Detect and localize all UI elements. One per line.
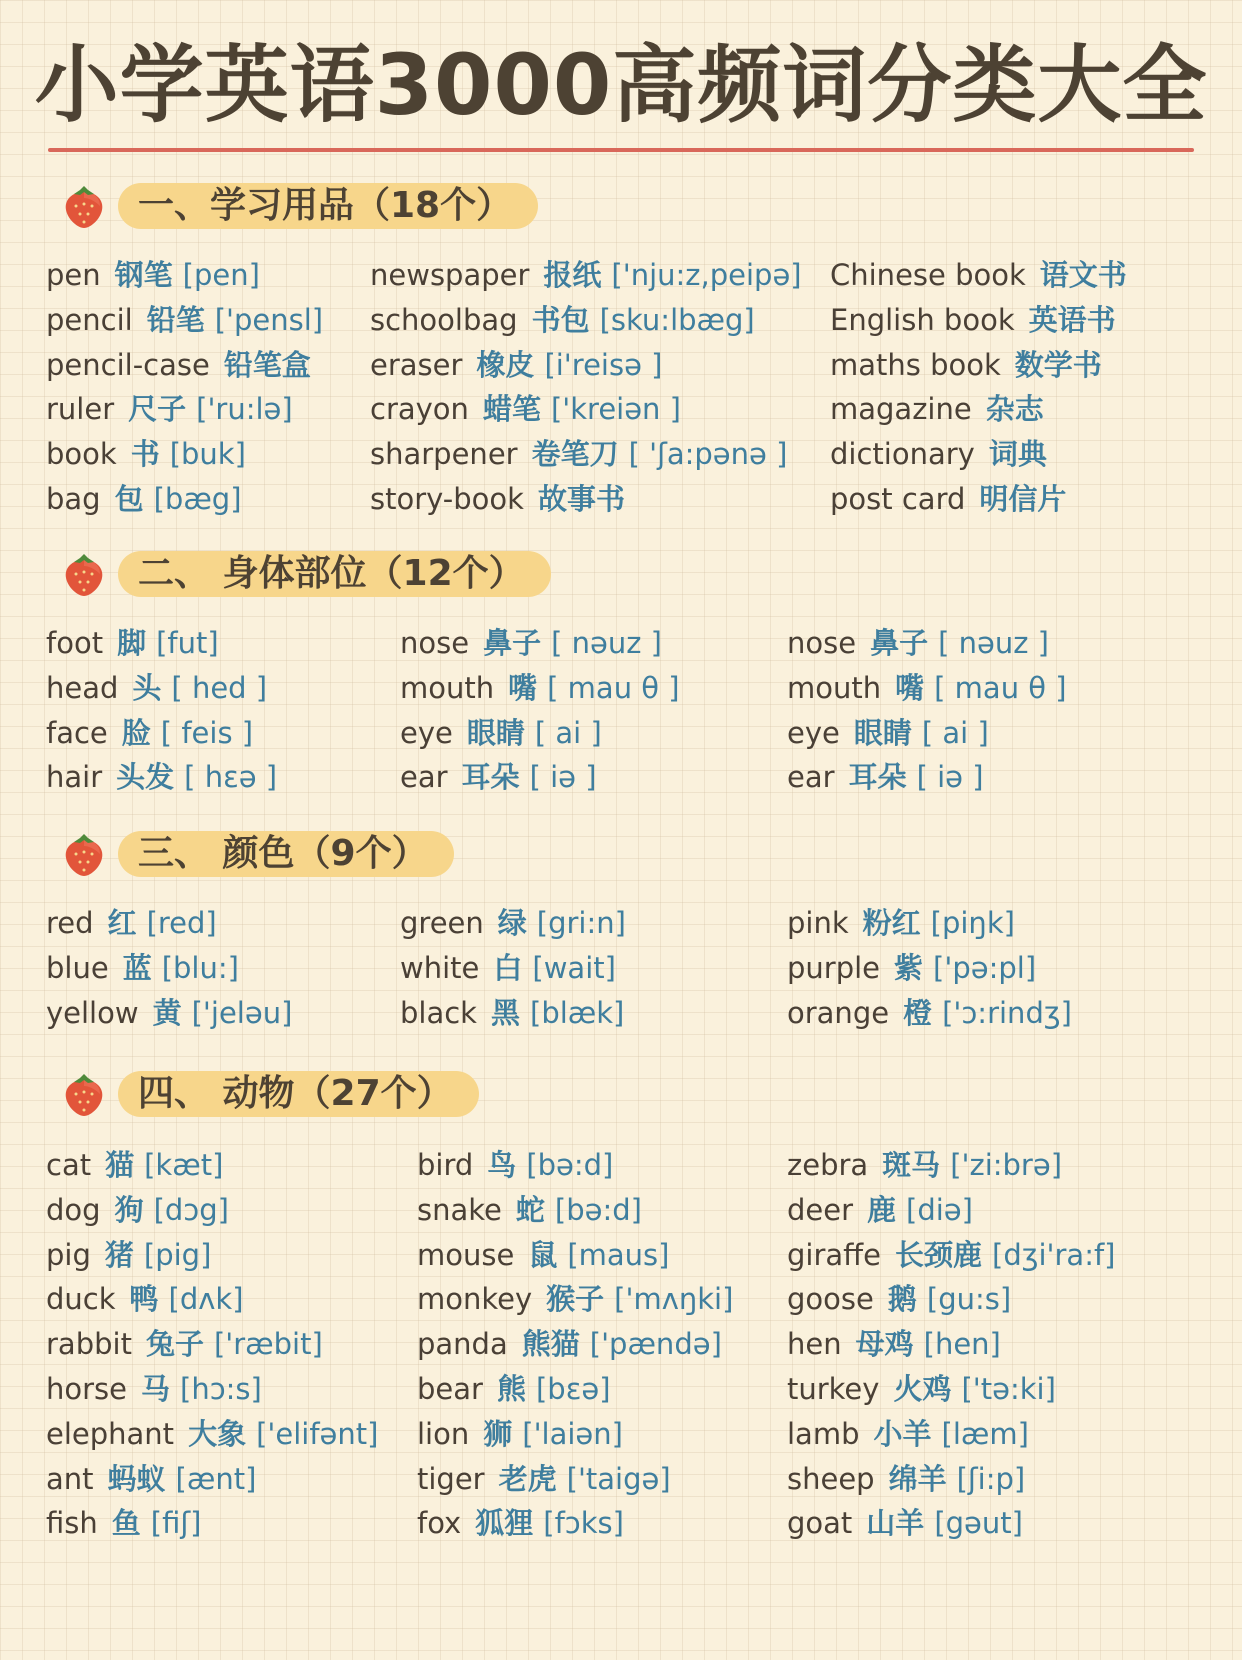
english-word: mouth <box>400 670 495 705</box>
english-word: eye <box>400 715 453 750</box>
english-word: post card <box>830 481 966 516</box>
english-word: eraser <box>370 347 463 382</box>
english-word: schoolbag <box>370 302 518 337</box>
section-title: 三、 颜色（9个） <box>118 831 454 877</box>
section-heading <box>60 826 454 882</box>
english-word: ear <box>787 760 835 795</box>
chinese-meaning: 鹿 <box>867 1192 897 1227</box>
chinese-meaning: 蛇 <box>515 1192 545 1227</box>
english-word: pen <box>46 258 101 292</box>
phonetic: [bɛə] <box>535 1371 611 1406</box>
word-entry <box>400 666 680 711</box>
chinese-meaning: 绵羊 <box>888 1461 947 1496</box>
word-entry <box>787 621 1067 666</box>
phonetic: ['taigə] <box>566 1461 671 1496</box>
word-column <box>787 621 1067 800</box>
chinese-meaning: 猫 <box>105 1148 135 1182</box>
phonetic: [ mau θ ] <box>547 670 680 705</box>
section-title: 一、学习用品（18个） <box>118 183 538 229</box>
word-entry <box>787 991 1072 1036</box>
chinese-meaning: 书 <box>130 437 160 472</box>
english-word: rabbit <box>46 1327 132 1362</box>
english-word: white <box>400 950 480 985</box>
word-entry <box>400 711 680 756</box>
chinese-meaning: 杂志 <box>985 392 1044 427</box>
english-word: sheep <box>787 1461 875 1496</box>
phonetic: ['ræbit] <box>213 1327 323 1362</box>
word-entry <box>46 1501 378 1546</box>
english-word: English book <box>830 302 1015 337</box>
chinese-meaning: 耳朵 <box>461 760 520 795</box>
word-entry <box>46 253 323 298</box>
chinese-meaning: 鸟 <box>487 1148 517 1182</box>
phonetic: [ 'ʃa:pənə ] <box>628 437 788 472</box>
word-entry <box>46 298 323 343</box>
word-entry <box>417 1277 733 1322</box>
chinese-meaning: 黄 <box>152 995 182 1030</box>
chinese-meaning: 红 <box>107 906 137 940</box>
english-word: horse <box>46 1371 127 1406</box>
phonetic: [red] <box>146 906 217 940</box>
phonetic: ['jeləu] <box>191 995 293 1030</box>
phonetic: [ænt] <box>175 1461 257 1496</box>
english-word: bear <box>417 1371 483 1406</box>
word-entry <box>46 946 292 991</box>
chinese-meaning: 包 <box>114 481 144 516</box>
english-word: ruler <box>46 392 115 427</box>
phonetic: [bə:d] <box>554 1192 642 1227</box>
english-word: bird <box>417 1148 474 1182</box>
chinese-meaning: 兔子 <box>145 1327 204 1362</box>
phonetic: ['elifənt] <box>256 1416 379 1451</box>
phonetic: [dʒi'ra:f] <box>992 1237 1116 1272</box>
chinese-meaning: 大象 <box>188 1416 247 1451</box>
phonetic: ['zi:brə] <box>950 1148 1063 1182</box>
english-word: dog <box>46 1192 101 1227</box>
english-word: fox <box>417 1506 462 1541</box>
chinese-meaning: 尺子 <box>128 392 187 427</box>
word-entry <box>46 901 292 946</box>
english-word: fish <box>46 1506 98 1541</box>
word-entry <box>370 343 802 388</box>
english-word: crayon <box>370 392 469 427</box>
chinese-meaning: 斑马 <box>882 1148 941 1182</box>
phonetic: ['pændə] <box>589 1327 722 1362</box>
word-entry <box>46 1457 378 1502</box>
phonetic: [pen] <box>182 258 260 292</box>
phonetic: [bæg] <box>153 481 242 516</box>
phonetic: [sku:lbæg] <box>599 302 755 337</box>
chinese-meaning: 猪 <box>104 1237 134 1272</box>
chinese-meaning: 蚂蚁 <box>107 1461 166 1496</box>
chinese-meaning: 蜡笔 <box>482 392 541 427</box>
word-entry <box>787 666 1067 711</box>
phonetic: [ ai ] <box>534 715 602 750</box>
word-entry <box>417 1143 733 1188</box>
phonetic: ['pə:pl] <box>933 950 1037 985</box>
phonetic: [fut] <box>156 626 219 660</box>
word-entry <box>46 666 277 711</box>
english-word: mouth <box>787 670 882 705</box>
phonetic: [fiʃ] <box>150 1506 202 1541</box>
chinese-meaning: 橡皮 <box>476 347 535 382</box>
phonetic: [gu:s] <box>926 1282 1012 1317</box>
chinese-meaning: 明信片 <box>979 481 1067 516</box>
phonetic: [i'reisə ] <box>544 347 663 382</box>
word-entry <box>417 1367 733 1412</box>
english-word: giraffe <box>787 1237 881 1272</box>
english-word: goat <box>787 1506 853 1541</box>
phonetic: ['tə:ki] <box>961 1371 1056 1406</box>
phonetic: [bə:d] <box>526 1148 614 1182</box>
phonetic: [gri:n] <box>536 906 626 940</box>
chinese-meaning: 语文书 <box>1039 258 1127 292</box>
word-entry <box>787 1233 1116 1278</box>
phonetic: [ nəuz ] <box>551 626 662 660</box>
english-word: hen <box>787 1327 842 1362</box>
chinese-meaning: 狗 <box>114 1192 144 1227</box>
english-word: eye <box>787 715 840 750</box>
english-word: deer <box>787 1192 854 1227</box>
phonetic: ['ru:lə] <box>196 392 293 427</box>
chinese-meaning: 白 <box>493 950 523 985</box>
word-entry <box>370 298 802 343</box>
chinese-meaning: 橙 <box>903 995 933 1030</box>
word-entry <box>830 387 1137 432</box>
section-title: 二、 身体部位（12个） <box>118 551 551 597</box>
phonetic: [kæt] <box>144 1148 224 1182</box>
word-column <box>417 1143 733 1546</box>
chinese-meaning: 脚 <box>117 626 147 660</box>
english-word: head <box>46 670 119 705</box>
phonetic: [læm] <box>941 1416 1029 1451</box>
english-word: newspaper <box>370 258 530 292</box>
word-entry <box>46 1188 378 1233</box>
word-entry <box>830 432 1137 477</box>
chinese-meaning: 数学书 <box>1014 347 1102 382</box>
chinese-meaning: 鸭 <box>129 1282 159 1317</box>
word-entry <box>787 1143 1116 1188</box>
word-column <box>46 901 292 1035</box>
english-word: turkey <box>787 1371 880 1406</box>
word-entry <box>787 711 1067 756</box>
phonetic: [dɔg] <box>153 1192 229 1227</box>
chinese-meaning: 山羊 <box>866 1506 925 1541</box>
word-entry <box>787 1367 1116 1412</box>
word-entry <box>400 901 626 946</box>
page-title: 小学英语3000高频词分类大全 <box>34 36 1208 134</box>
english-word: tiger <box>417 1461 485 1496</box>
phonetic: [gəut] <box>934 1506 1023 1541</box>
word-entry <box>400 991 626 1036</box>
english-word: maths book <box>830 347 1001 382</box>
word-entry <box>46 755 277 800</box>
english-word: bag <box>46 481 101 516</box>
english-word: face <box>46 715 108 750</box>
english-word: lamb <box>787 1416 860 1451</box>
chinese-meaning: 老虎 <box>498 1461 557 1496</box>
english-word: nose <box>787 626 857 660</box>
word-entry <box>400 946 626 991</box>
chinese-meaning: 脸 <box>121 715 151 750</box>
phonetic: ['mʌŋki] <box>614 1282 734 1317</box>
word-entry <box>46 991 292 1036</box>
chinese-meaning: 嘴 <box>895 670 925 705</box>
english-word: cat <box>46 1148 92 1182</box>
word-entry <box>370 387 802 432</box>
chinese-meaning: 嘴 <box>508 670 538 705</box>
word-entry <box>46 477 323 522</box>
phonetic: [dʌk] <box>168 1282 244 1317</box>
phonetic: [hɔ:s] <box>180 1371 262 1406</box>
english-word: ear <box>400 760 448 795</box>
chinese-meaning: 火鸡 <box>893 1371 952 1406</box>
english-word: hair <box>46 760 103 795</box>
word-column <box>46 621 277 800</box>
word-entry <box>830 253 1137 298</box>
english-word: red <box>46 906 94 940</box>
english-word: pink <box>787 906 849 940</box>
english-word: mouse <box>417 1237 515 1272</box>
word-entry <box>400 755 680 800</box>
word-column <box>400 901 626 1035</box>
word-entry <box>787 1188 1116 1233</box>
word-column <box>830 253 1137 522</box>
phonetic: [ iə ] <box>529 760 597 795</box>
english-word: purple <box>787 950 881 985</box>
chinese-meaning: 头 <box>132 670 162 705</box>
word-entry <box>787 1277 1116 1322</box>
phonetic: [hen] <box>923 1327 1001 1362</box>
english-word: elephant <box>46 1416 175 1451</box>
word-entry <box>46 432 323 477</box>
word-entry <box>370 432 802 477</box>
english-word: monkey <box>417 1282 533 1317</box>
word-entry <box>787 1457 1116 1502</box>
chinese-meaning: 眼睛 <box>466 715 525 750</box>
word-entry <box>417 1412 733 1457</box>
phonetic: [blæk] <box>530 995 625 1030</box>
chinese-meaning: 绿 <box>497 906 527 940</box>
phonetic: ['nju:z,peipə] <box>611 258 802 292</box>
phonetic: [ hɛə ] <box>184 760 278 795</box>
chinese-meaning: 词典 <box>988 437 1047 472</box>
word-entry <box>787 1501 1116 1546</box>
word-entry <box>46 1412 378 1457</box>
chinese-meaning: 猴子 <box>546 1282 605 1317</box>
chinese-meaning: 长颈鹿 <box>894 1237 982 1272</box>
chinese-meaning: 耳朵 <box>848 760 907 795</box>
word-column <box>46 253 323 522</box>
chinese-meaning: 铅笔 <box>146 302 205 337</box>
strawberry-icon <box>60 830 108 878</box>
phonetic: [ iə ] <box>916 760 984 795</box>
word-column <box>400 621 680 800</box>
english-word: blue <box>46 950 109 985</box>
english-word: green <box>400 906 484 940</box>
word-entry <box>46 621 277 666</box>
english-word: orange <box>787 995 890 1030</box>
chinese-meaning: 钢笔 <box>114 258 173 292</box>
english-word: dictionary <box>830 437 975 472</box>
phonetic: [ nəuz ] <box>938 626 1049 660</box>
chinese-meaning: 卷笔刀 <box>531 437 619 472</box>
english-word: sharpener <box>370 437 518 472</box>
chinese-meaning: 头发 <box>116 760 175 795</box>
chinese-meaning: 蓝 <box>122 950 152 985</box>
chinese-meaning: 英语书 <box>1028 302 1116 337</box>
english-word: yellow <box>46 995 139 1030</box>
chinese-meaning: 熊猫 <box>521 1327 580 1362</box>
chinese-meaning: 熊 <box>496 1371 526 1406</box>
chinese-meaning: 报纸 <box>543 258 602 292</box>
word-entry <box>46 387 323 432</box>
chinese-meaning: 眼睛 <box>853 715 912 750</box>
section-title: 四、 动物（27个） <box>118 1071 479 1117</box>
chinese-meaning: 黑 <box>490 995 520 1030</box>
chinese-meaning: 狐狸 <box>475 1506 534 1541</box>
chinese-meaning: 马 <box>141 1371 171 1406</box>
phonetic: [ʃi:p] <box>956 1461 1026 1496</box>
word-entry <box>787 1322 1116 1367</box>
english-word: duck <box>46 1282 116 1317</box>
strawberry-icon <box>60 550 108 598</box>
chinese-meaning: 狮 <box>483 1416 513 1451</box>
word-column <box>370 253 802 522</box>
phonetic: [piŋk] <box>930 906 1015 940</box>
phonetic: [pig] <box>143 1237 212 1272</box>
english-word: snake <box>417 1192 502 1227</box>
english-word: magazine <box>830 392 972 427</box>
word-entry <box>46 1143 378 1188</box>
word-entry <box>46 711 277 756</box>
chinese-meaning: 故事书 <box>537 481 625 516</box>
chinese-meaning: 书包 <box>531 302 590 337</box>
strawberry-icon <box>60 1070 108 1118</box>
phonetic: [diə] <box>906 1192 973 1227</box>
word-column <box>787 1143 1116 1546</box>
word-entry <box>46 343 323 388</box>
chinese-meaning: 小羊 <box>873 1416 932 1451</box>
english-word: book <box>46 437 117 472</box>
chinese-meaning: 鼻子 <box>483 626 542 660</box>
phonetic: [ ai ] <box>921 715 989 750</box>
phonetic: [fɔks] <box>543 1506 624 1541</box>
word-entry <box>46 1367 378 1412</box>
chinese-meaning: 母鸡 <box>855 1327 914 1362</box>
chinese-meaning: 鱼 <box>111 1506 141 1541</box>
word-entry <box>830 477 1137 522</box>
word-entry <box>830 298 1137 343</box>
word-entry <box>400 621 680 666</box>
word-entry <box>787 946 1072 991</box>
chinese-meaning: 鹅 <box>887 1282 917 1317</box>
phonetic: ['pensl] <box>214 302 324 337</box>
english-word: zebra <box>787 1148 869 1182</box>
word-entry <box>787 1412 1116 1457</box>
english-word: goose <box>787 1282 874 1317</box>
chinese-meaning: 粉红 <box>862 906 921 940</box>
english-word: ant <box>46 1461 94 1496</box>
english-word: pencil-case <box>46 347 210 382</box>
word-entry <box>417 1188 733 1233</box>
phonetic: [buk] <box>169 437 246 472</box>
title-underline <box>48 148 1194 152</box>
english-word: panda <box>417 1327 508 1362</box>
phonetic: ['ɔ:rindʒ] <box>942 995 1072 1030</box>
phonetic: ['laiən] <box>522 1416 623 1451</box>
english-word: nose <box>400 626 470 660</box>
section-heading <box>60 178 538 234</box>
word-entry <box>787 901 1072 946</box>
phonetic: [maus] <box>567 1237 670 1272</box>
english-word: black <box>400 995 477 1030</box>
word-entry <box>46 1233 378 1278</box>
chinese-meaning: 鼠 <box>528 1237 558 1272</box>
english-word: pencil <box>46 302 133 337</box>
section-heading <box>60 546 551 602</box>
chinese-meaning: 鼻子 <box>870 626 929 660</box>
section-heading <box>60 1066 479 1122</box>
phonetic: [ mau θ ] <box>934 670 1067 705</box>
word-entry <box>830 343 1137 388</box>
chinese-meaning: 紫 <box>894 950 924 985</box>
english-word: Chinese book <box>830 258 1026 292</box>
word-column <box>46 1143 378 1546</box>
word-entry <box>46 1277 378 1322</box>
chinese-meaning: 铅笔盒 <box>223 347 311 382</box>
english-word: foot <box>46 626 104 660</box>
word-entry <box>417 1457 733 1502</box>
phonetic: [blu:] <box>161 950 239 985</box>
word-column <box>787 901 1072 1035</box>
word-entry <box>46 1322 378 1367</box>
word-entry <box>787 755 1067 800</box>
english-word: story-book <box>370 481 524 516</box>
phonetic: [ feis ] <box>160 715 254 750</box>
strawberry-icon <box>60 182 108 230</box>
phonetic: ['kreiən ] <box>550 392 681 427</box>
english-word: pig <box>46 1237 91 1272</box>
word-entry <box>370 253 802 298</box>
word-entry <box>417 1322 733 1367</box>
phonetic: [wait] <box>532 950 616 985</box>
phonetic: [ hed ] <box>171 670 268 705</box>
word-entry <box>370 477 802 522</box>
english-word: lion <box>417 1416 470 1451</box>
word-entry <box>417 1501 733 1546</box>
word-entry <box>417 1233 733 1278</box>
